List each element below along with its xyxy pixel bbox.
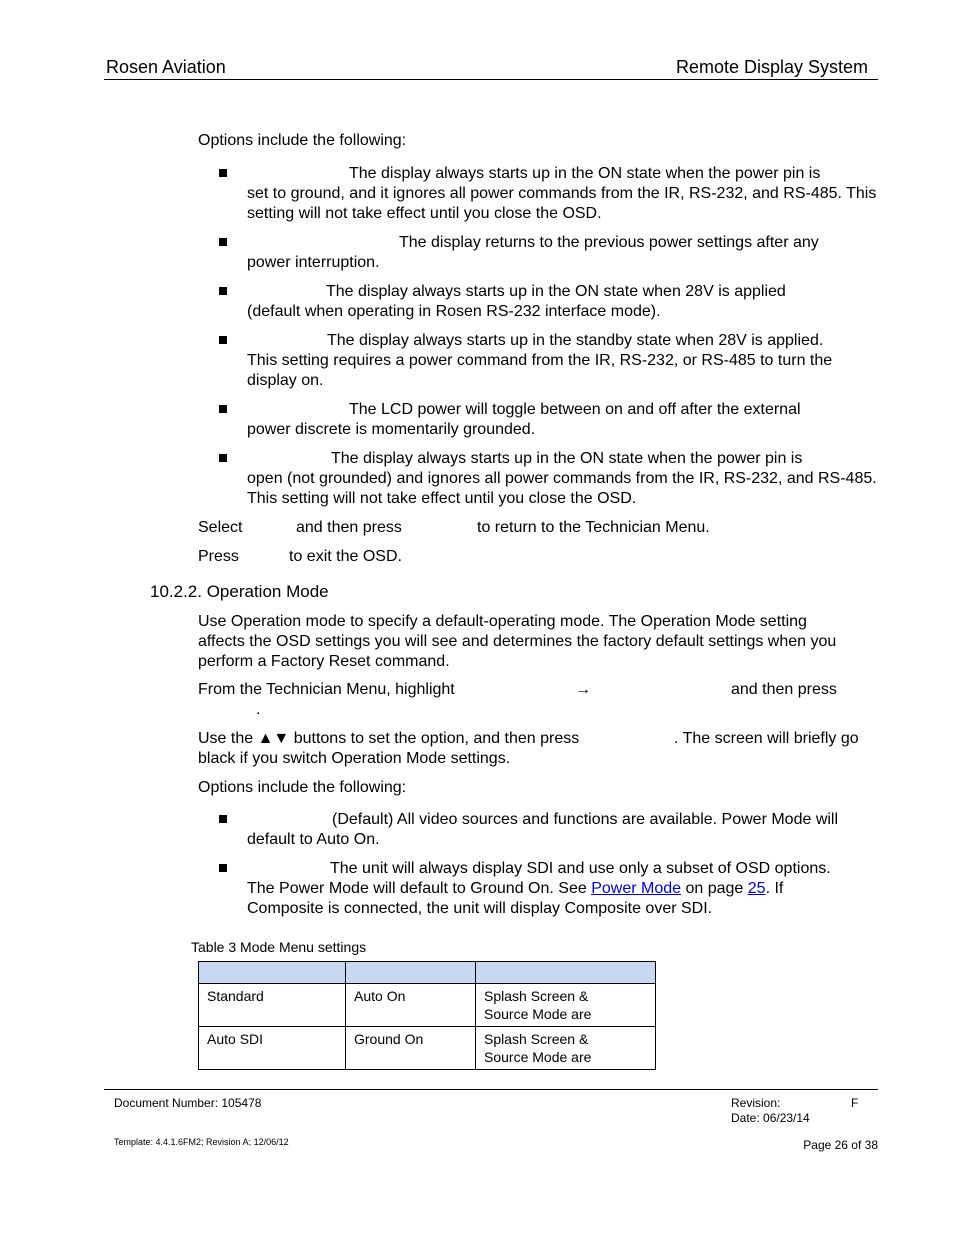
select-then-press: and then press — [296, 519, 402, 536]
bullet-icon — [219, 238, 227, 246]
list-item: The display always starts up in the ON state when 28V is applied (default when operating in Rosen RS-232 interface mode). — [247, 283, 786, 320]
use-screen-text: . The screen will briefly go — [674, 730, 859, 747]
footer-rule — [104, 1089, 878, 1090]
table-cell: Auto SDI — [199, 1027, 346, 1070]
list-item: The unit will always display SDI and use only a subset of OSD options. The Power Mode will default to Ground On. See Power Mode on page 25. If Composite is connected, the unit will display Composite over SDI. — [247, 860, 831, 917]
mode-menu-table — [198, 961, 656, 1070]
operation-paragraph: Use Operation mode to specify a default-operating mode. The Operation Mode setting affects the OSD settings you will see and determines the factory default settings when you perform a Factory Reset command. — [198, 613, 837, 670]
bullet-icon — [219, 454, 227, 462]
header-rule — [104, 79, 878, 80]
select-word: Select — [198, 519, 243, 536]
table-header-row — [199, 962, 656, 984]
list-item: The display returns to the previous power settings after any power interruption. — [247, 234, 819, 271]
bullet-icon — [219, 336, 227, 344]
section-heading: 10.2.2. Operation Mode — [150, 582, 329, 601]
header-left: Rosen Aviation — [106, 57, 226, 77]
table-cell: Auto On — [346, 984, 476, 1027]
use-text: Use the ▲▼ buttons to set the option, and then press — [198, 730, 580, 747]
options-intro-2: Options include the following: — [198, 779, 407, 796]
bullet-icon — [219, 287, 227, 295]
document-number: Document Number: 105478 — [114, 1096, 262, 1110]
arrow-right-icon: → — [575, 681, 591, 698]
bullet-icon — [219, 405, 227, 413]
header-right: Remote Display System — [675, 57, 868, 77]
page-number: Page 26 of 38 — [803, 1138, 878, 1152]
bullet-icon — [219, 169, 227, 177]
table-cell: Splash Screen & Source Mode are — [476, 1027, 656, 1070]
revision-date: Date: 06/23/14 — [731, 1111, 810, 1125]
from-text: From the Technician Menu, highlight — [198, 681, 455, 698]
table-header-cell — [346, 962, 476, 984]
table-cell: Standard — [199, 984, 346, 1027]
table-header-cell — [476, 962, 656, 984]
revision-value: F — [851, 1096, 859, 1110]
list-item: The display always starts up in the ON state when the power pin is open (not grounded) and ignores all power commands from the IR, RS-232, and RS-485. This setting will not take effect until you close the OSD. — [247, 450, 877, 507]
list-item: The display always starts up in the standby state when 28V is applied. This setting requires a power command from the IR, RS-232, or RS-485 to turn the display on. — [247, 332, 833, 389]
from-then-press: and then press — [731, 681, 837, 698]
press-word: Press — [198, 548, 239, 565]
options-intro: Options include the following: — [198, 132, 407, 149]
press-exit: to exit the OSD. — [289, 548, 402, 565]
table-header-cell — [199, 962, 346, 984]
bullet-icon — [219, 864, 227, 872]
table-caption: Table 3 Mode Menu settings — [191, 939, 367, 955]
template-info: Template: 4.4.1.6FM2; Revision A; 12/06/12 — [114, 1137, 289, 1147]
select-return: to return to the Technician Menu. — [477, 519, 710, 536]
table-cell: Ground On — [346, 1027, 476, 1070]
list-item: The display always starts up in the ON state when the power pin is set to ground, and it ignores all power commands from the IR, RS-232, and RS-485. This setting will not take effect until you close the OSD. — [247, 165, 877, 222]
from-period: . — [256, 701, 261, 718]
list-item: (Default) All video sources and functions are available. Power Mode will default to Auto On. — [247, 811, 839, 848]
page-25-link[interactable]: 25 — [747, 880, 766, 897]
table-row — [199, 984, 656, 1027]
revision-label: Revision: — [731, 1096, 781, 1110]
table-cell: Splash Screen & Source Mode are — [476, 984, 656, 1027]
list-item: The LCD power will toggle between on and off after the external power discrete is momentarily grounded. — [247, 401, 801, 438]
bullet-icon — [219, 815, 227, 823]
use-black-text: black if you switch Operation Mode settings. — [198, 750, 511, 767]
table-row — [199, 1027, 656, 1070]
power-mode-link[interactable]: Power Mode — [591, 880, 682, 897]
